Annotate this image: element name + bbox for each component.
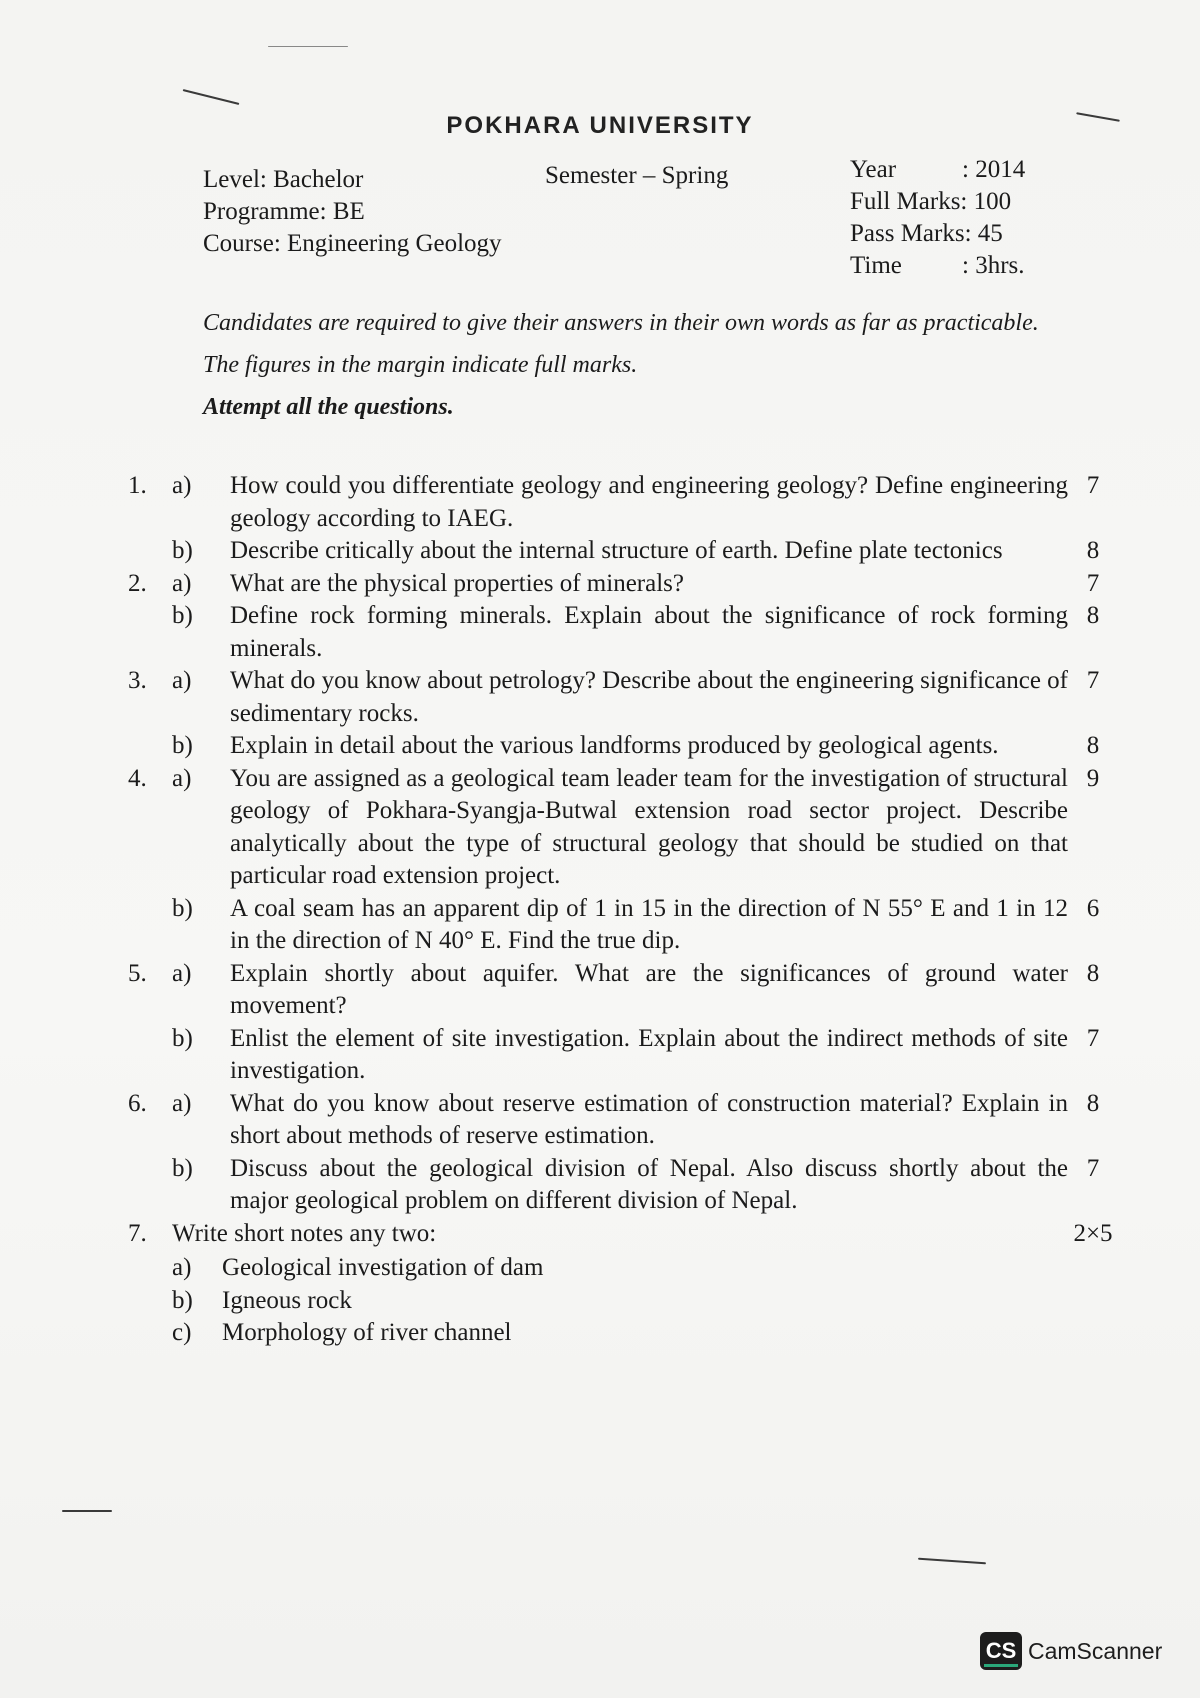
time-row (850, 250, 1025, 282)
question-part: a) (172, 959, 192, 987)
question-6a (128, 1088, 1118, 1153)
short-note-a (172, 1252, 1118, 1285)
question-marks: 7 (1086, 569, 1100, 597)
scan-mark (268, 46, 348, 47)
question-number: 5. (128, 959, 147, 987)
question-text: Describe critically about the internal structure of earth. Define plate tectonics (230, 537, 1003, 564)
scan-mark (183, 89, 240, 105)
question-text: Enlist the element of site investigation. Explain about the indirect methods of site investigation. (230, 1024, 1068, 1084)
question-marks: 8 (1086, 959, 1100, 987)
scan-mark (62, 1510, 112, 1512)
question-1b (128, 535, 1118, 568)
question-marks: 7 (1086, 472, 1100, 499)
question-4b (128, 893, 1118, 958)
question-4a (128, 763, 1118, 893)
pass-marks-row (850, 218, 1025, 250)
year-value: : 2014 (962, 156, 1026, 183)
question-text: Discuss about the geological division of Nepal. Also discuss shortly about the major geological problem on different division of Nepal. (230, 1154, 1068, 1214)
question-text: You are assigned as a geological team leader team for the investigation of structural geology of Pokhara-Syangja-Butwal extension road sector project. Describe analytically about the type of structural geology that should be studied on that particular road extension project. (230, 764, 1068, 889)
question-part: b) (172, 1154, 193, 1182)
short-note-c (172, 1317, 1118, 1350)
question-3a (128, 665, 1118, 730)
scan-mark (918, 1558, 986, 1565)
question-text: Explain in detail about the various landforms produced by geological agents. (230, 732, 999, 759)
question-marks: 7 (1086, 1024, 1100, 1052)
note-part: b) (172, 1286, 193, 1314)
question-number: 3. (128, 667, 147, 694)
note-text: Geological investigation of dam (222, 1254, 544, 1281)
question-7 (128, 1218, 1118, 1251)
question-part: b) (172, 602, 193, 629)
university-title: POKHARA UNIVERSITY (446, 112, 754, 139)
question-text: Write short notes any two: (172, 1219, 437, 1247)
question-text: What are the physical properties of minerals? (230, 569, 684, 597)
question-marks: 8 (1086, 602, 1100, 629)
question-part: a) (172, 764, 192, 792)
question-3b (128, 730, 1118, 763)
question-text: A coal seam has an apparent dip of 1 in 15 in the direction of N 55° E and 1 in 12 in the direction of N 40° E. Find the true dip. (230, 894, 1068, 954)
instruction-attempt-all: Attempt all the questions. (203, 394, 454, 420)
question-marks: 7 (1086, 667, 1100, 694)
instructions (203, 306, 1063, 432)
camscanner-watermark (980, 1632, 1162, 1670)
camscanner-icon: CS (980, 1632, 1022, 1670)
full-marks-row (850, 186, 1025, 218)
exam-info-left (203, 164, 502, 260)
question-marks: 7 (1086, 1154, 1100, 1182)
question-text: What do you know about petrology? Describe about the engineering significance of sedimentary rocks. (230, 667, 1068, 727)
course: Course: Engineering Geology (203, 230, 502, 257)
question-text: What do you know about reserve estimation of construction material? Explain in short about methods of reserve estimation. (230, 1089, 1068, 1149)
full-marks-value: 100 (973, 188, 1012, 215)
question-number: 6. (128, 1089, 147, 1117)
question-part: b) (172, 1024, 193, 1052)
question-part: b) (172, 732, 193, 759)
question-marks: 2×5 (1073, 1219, 1113, 1247)
question-number: 2. (128, 569, 147, 597)
question-number: 4. (128, 764, 147, 792)
question-number: 1. (128, 472, 147, 499)
note-text: Morphology of river channel (222, 1319, 512, 1346)
note-part: c) (172, 1319, 192, 1346)
note-text: Igneous rock (222, 1286, 352, 1314)
pass-marks-value: 45 (977, 220, 1003, 247)
question-list (128, 470, 1118, 1350)
question-text: Explain shortly about aquifer. What are the significances of ground water movement? (230, 959, 1068, 1019)
question-5b (128, 1023, 1118, 1088)
question-6b (128, 1153, 1118, 1218)
programme: Programme: BE (203, 198, 365, 225)
camscanner-label: CamScanner (1028, 1637, 1163, 1664)
question-part: a) (172, 569, 192, 597)
year-label: Year (850, 156, 897, 183)
question-part: a) (172, 472, 192, 499)
level: Level: Bachelor (203, 166, 364, 193)
instruction-margin-marks: The figures in the margin indicate full marks. (203, 352, 638, 378)
note-part: a) (172, 1254, 192, 1281)
instruction-own-words: Candidates are required to give their answers in their own words as far as practicable. (203, 310, 1039, 336)
full-marks-label: Full Marks: (850, 188, 968, 215)
time-value: : 3hrs. (962, 252, 1025, 279)
question-marks: 8 (1086, 732, 1100, 759)
question-part: b) (172, 537, 193, 564)
question-text: How could you differentiate geology and engineering geology? Define engineering geology according to IAEG. (230, 472, 1068, 532)
question-part: b) (172, 894, 193, 922)
semester: Semester – Spring (545, 162, 729, 189)
question-marks: 8 (1086, 1089, 1100, 1117)
pass-marks-label: Pass Marks: (850, 220, 972, 247)
time-label: Time (850, 252, 902, 279)
short-notes-list (128, 1252, 1118, 1350)
exam-info-right (850, 154, 1025, 282)
question-number: 7. (128, 1219, 147, 1247)
question-marks: 8 (1086, 537, 1100, 564)
year-row (850, 154, 1025, 186)
question-5a (128, 958, 1118, 1023)
question-marks: 6 (1086, 894, 1100, 922)
short-note-b (172, 1285, 1118, 1318)
question-marks: 9 (1086, 764, 1100, 792)
question-part: a) (172, 1089, 192, 1117)
question-2b (128, 600, 1118, 665)
question-part: a) (172, 667, 192, 694)
question-1a (128, 470, 1118, 535)
question-text: Define rock forming minerals. Explain about the significance of rock forming minerals. (230, 602, 1068, 662)
question-2a (128, 568, 1118, 601)
